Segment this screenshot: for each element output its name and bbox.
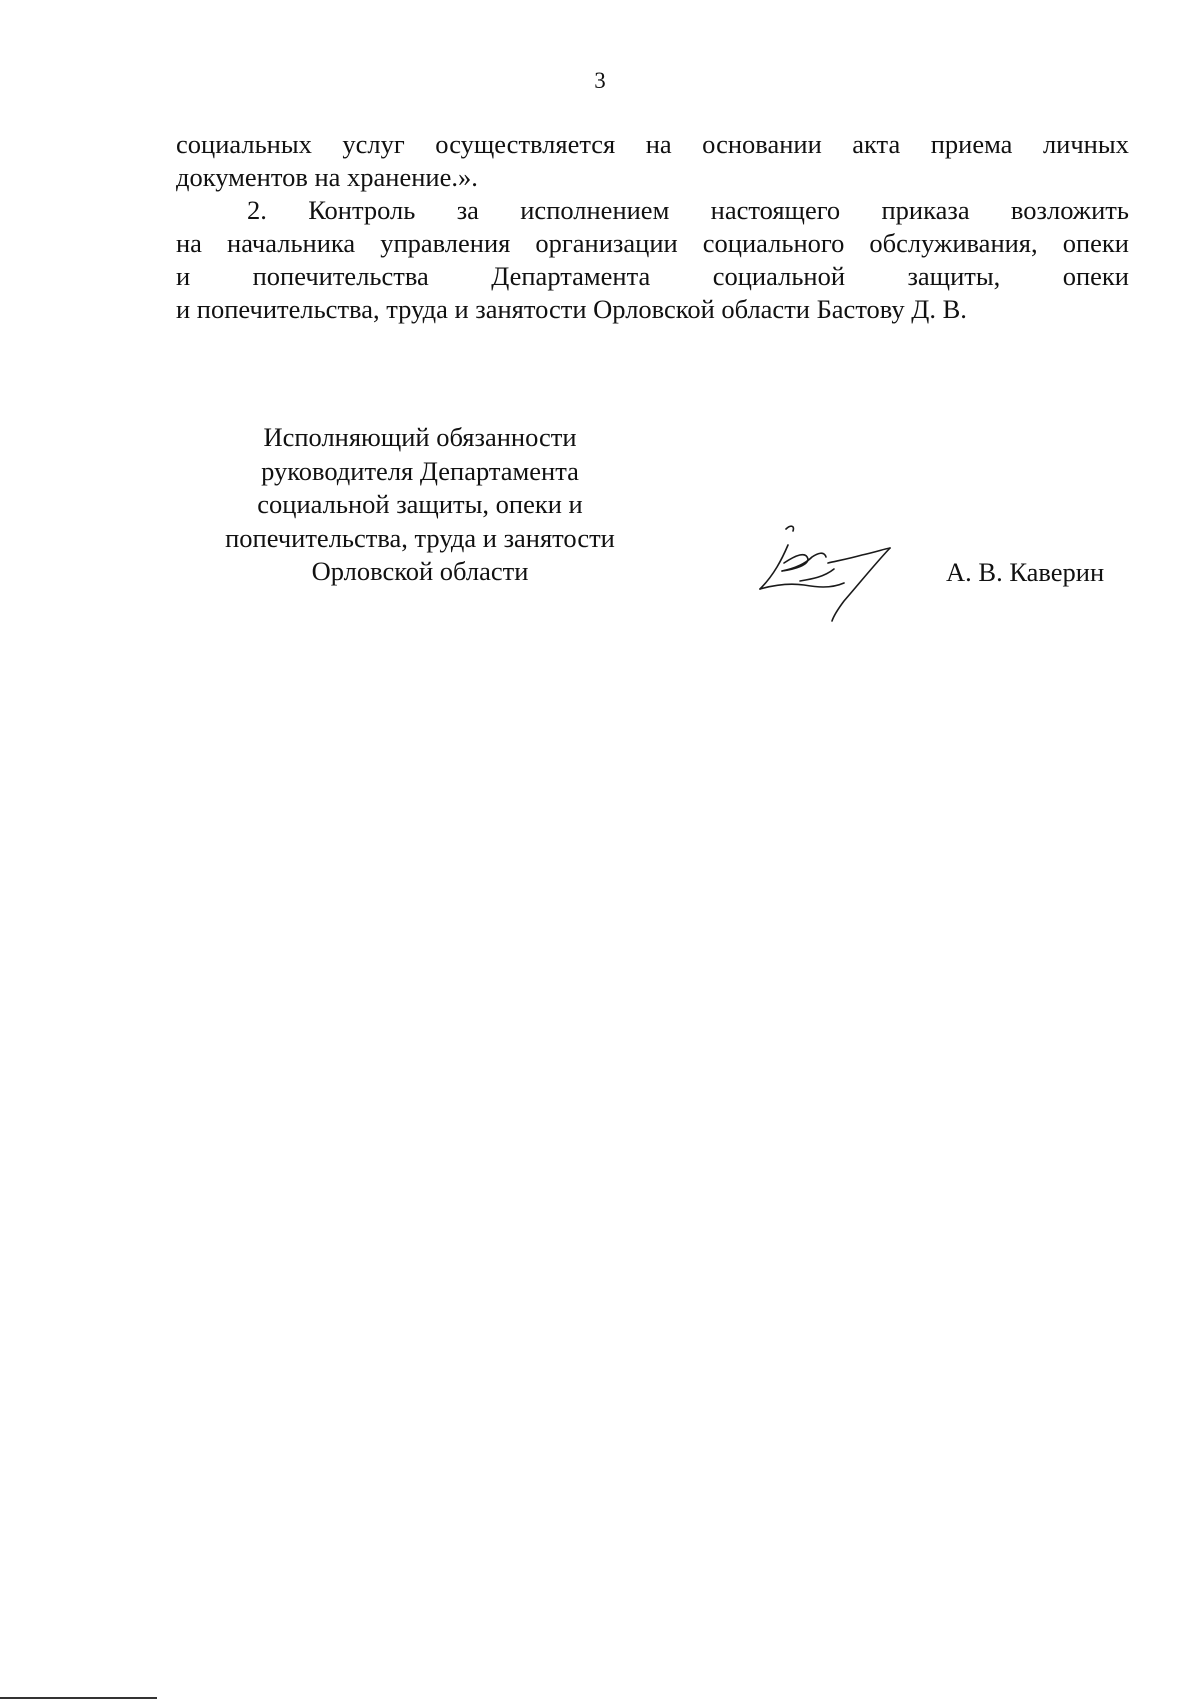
- signer-name: А. В. Каверин: [946, 557, 1105, 587]
- paragraph-2-line-1: [176, 194, 1129, 227]
- paragraph-2-line-4: и попечительства, труда и занятости Орловской области Бастову Д. В.: [176, 294, 967, 324]
- signatory-line: Исполняющий обязанности: [263, 422, 577, 452]
- word: обслуживания,: [869, 228, 1038, 258]
- word: и: [176, 261, 191, 291]
- document-body: [176, 128, 1129, 326]
- word: попечительства: [252, 261, 429, 291]
- paragraph-2-line-3: [176, 260, 1129, 293]
- signatory-line: Орловской области: [311, 556, 529, 586]
- word: на: [645, 129, 672, 159]
- word: за: [456, 195, 479, 225]
- signatory-line: попечительства, труда и занятости: [225, 522, 615, 553]
- word: возложить: [1010, 195, 1129, 225]
- footer-rule: [0, 1697, 157, 1699]
- word: услуг: [342, 129, 405, 159]
- word: управления: [380, 228, 511, 258]
- handwritten-signature: [752, 525, 917, 625]
- word: личных: [1042, 129, 1129, 159]
- word: социальной: [712, 261, 846, 291]
- signatory-title: [190, 421, 650, 589]
- word: социальных: [176, 129, 312, 159]
- word: настоящего: [710, 195, 841, 225]
- signatory-line: социальной защиты, опеки и: [257, 489, 583, 519]
- word: начальника: [227, 228, 356, 258]
- word: осуществляется: [435, 129, 616, 159]
- word: основании: [702, 129, 822, 159]
- word: организации: [535, 228, 678, 258]
- word: Контроль: [308, 195, 416, 225]
- signatory-line: руководителя Департамента: [261, 455, 579, 486]
- word: приказа: [881, 195, 970, 225]
- word: исполнением: [520, 195, 670, 225]
- paragraph-continuation: [176, 128, 1129, 194]
- word: акта: [852, 129, 901, 159]
- paragraph-2-line-2: [176, 227, 1129, 260]
- word: на: [176, 228, 202, 258]
- paragraph-1-line-2: документов на хранение.».: [176, 162, 478, 192]
- paragraph-item-2: [176, 194, 1129, 326]
- word: приема: [930, 129, 1013, 159]
- word: защиты,: [907, 261, 1001, 291]
- word: опеки: [1062, 228, 1129, 258]
- page-number: 3: [594, 68, 606, 93]
- paragraph-1-line-1: [176, 128, 1129, 161]
- word: опеки: [1062, 261, 1129, 291]
- word: социального: [702, 228, 845, 258]
- word: Департамента: [491, 261, 651, 291]
- word: 2.: [247, 195, 267, 225]
